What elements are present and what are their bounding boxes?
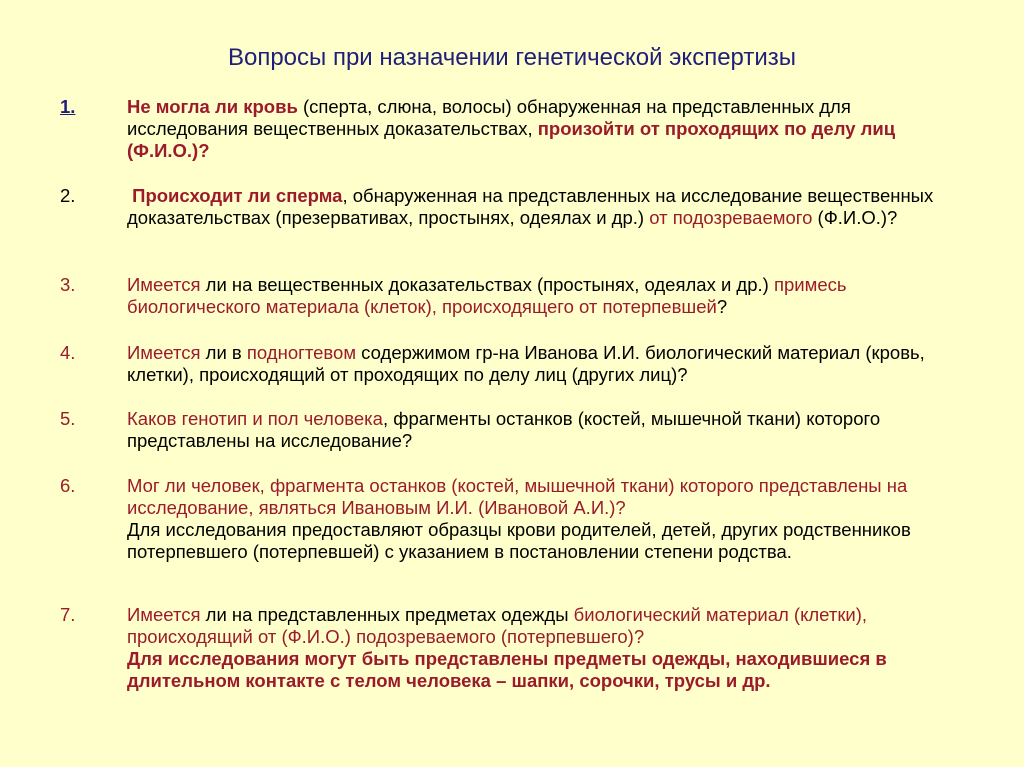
- item-number: 1.: [60, 96, 76, 117]
- item-text: [127, 604, 970, 692]
- item-text: [127, 408, 970, 452]
- item-highlight: Мог ли человек, фрагмента останков (костей, мышечной ткани) которого представлены на исследование, являться Ивановым И.И. (Ивановой А.И.)?: [127, 475, 908, 518]
- item-highlight: от подозреваемого: [649, 207, 813, 228]
- question-item-5: [60, 408, 970, 452]
- item-number: 2.: [60, 185, 76, 206]
- item-text: [127, 274, 970, 318]
- item-plain-text: ?: [716, 296, 728, 317]
- item-number: 4.: [60, 342, 76, 363]
- item-text: [127, 185, 970, 229]
- item-highlight: биологический материал (клетки), происходящий от (Ф.И.О.) подозреваемого (потерпевшего)?: [127, 604, 868, 647]
- slide-title: Вопросы при назначении генетической экспертизы: [227, 44, 797, 71]
- item-number: 6.: [60, 475, 76, 496]
- item-number: 3.: [60, 274, 76, 295]
- item-plain-text: (сперта, слюна, волосы) обнаруженная на представленных для исследования вещественных доказательствах,: [127, 96, 851, 139]
- item-text: [127, 342, 970, 386]
- item-number: 7.: [60, 604, 76, 625]
- question-item-2: [60, 185, 970, 229]
- question-item-4: [60, 342, 970, 386]
- item-plain-text: ли на представленных предметах одежды: [200, 604, 574, 625]
- question-item-7: [60, 604, 970, 692]
- item-text: [127, 96, 970, 162]
- item-highlight: произойти от проходящих по делу лиц (Ф.И.О.)?: [127, 118, 896, 161]
- item-highlight: примесь биологического материала (клеток), происходящего от потерпевшей: [127, 274, 847, 317]
- item-highlight: подногтевом: [246, 342, 357, 363]
- item-text: [127, 475, 970, 563]
- item-highlight: Имеется: [127, 342, 201, 363]
- item-plain-text: ли на вещественных доказательствах (простынях, одеялах и др.): [200, 274, 774, 295]
- item-note: Для исследования могут быть представлены предметы одежды, находившиеся в длительном контакте с телом человека – шапки, сорочки, трусы и др.: [127, 648, 887, 691]
- question-item-3: [60, 274, 970, 318]
- item-highlight: Происходит ли сперма: [132, 185, 343, 206]
- item-number: 5.: [60, 408, 76, 429]
- item-plain-text: , фрагменты останков (костей, мышечной ткани) которого представлены на исследование?: [127, 408, 881, 451]
- item-highlight: Каков генотип и пол человека: [127, 408, 383, 429]
- item-plain-text: (Ф.И.О.)?: [812, 207, 898, 228]
- item-highlight: Имеется: [127, 604, 201, 625]
- item-plain-text: , обнаруженная на представленных на исследование вещественных доказательствах (презервативах, простынях, одеялах и др.): [127, 185, 934, 228]
- item-highlight: Не могла ли кровь: [127, 96, 298, 117]
- item-highlight: Имеется: [127, 274, 201, 295]
- question-item-1: [60, 96, 970, 162]
- question-item-6: [60, 475, 970, 563]
- item-plain-text: содержимом гр-на Иванова И.И. биологический материал (кровь, клетки), происходящий от проходящих по делу лиц (других лиц)?: [127, 342, 925, 385]
- item-note: Для исследования предоставляют образцы крови родителей, детей, других родственников потерпевшего (потерпевшей) с указанием в постановлении степени родства.: [127, 519, 911, 562]
- item-plain-text: ли в: [200, 342, 247, 363]
